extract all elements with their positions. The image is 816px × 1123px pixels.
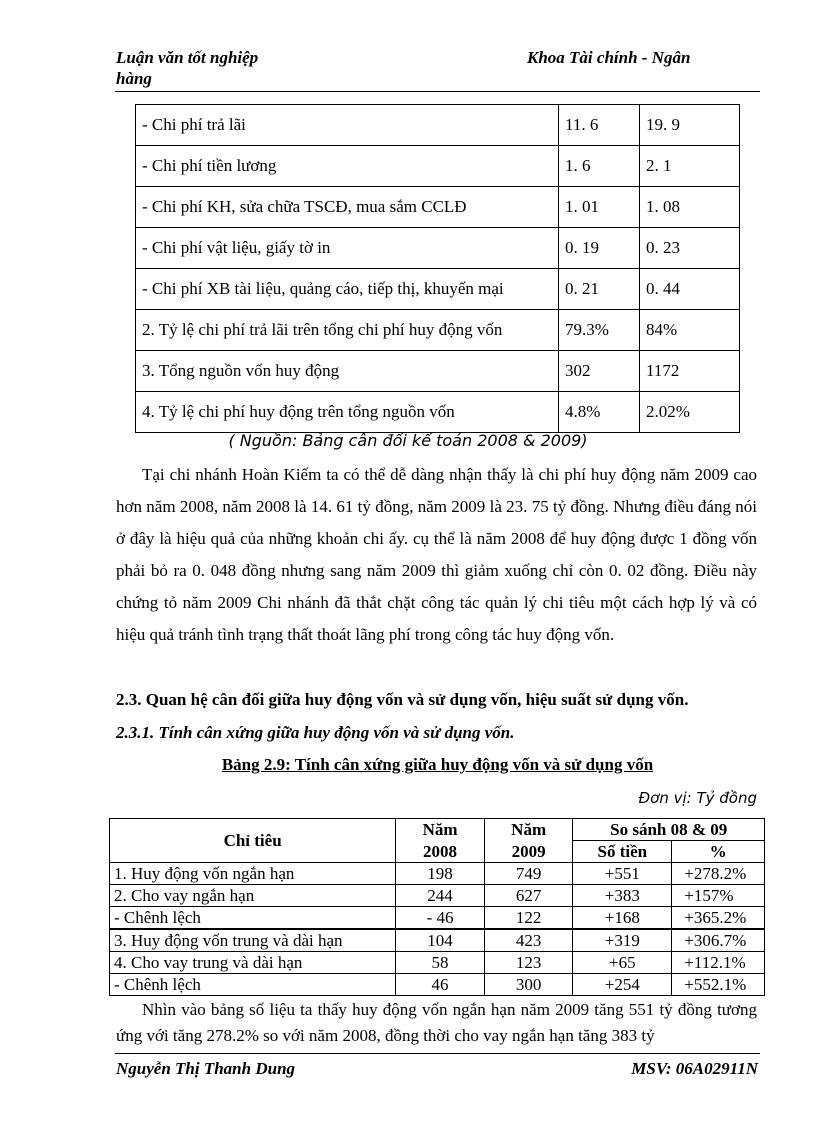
- header-left-line2: hàng: [116, 69, 152, 88]
- table1-row: [136, 351, 740, 392]
- table2-cell-2008: 46: [396, 974, 485, 996]
- th-percent: %: [672, 841, 765, 863]
- table2-cell-2008: 244: [396, 885, 485, 907]
- table1-cell-2008: 4.8%: [559, 392, 640, 433]
- table2-cell-label: 2. Cho vay ngắn hạn: [110, 885, 396, 907]
- table2-cell-2008: 104: [396, 929, 485, 952]
- table1-row: [136, 392, 740, 433]
- table1-cell-2009: 19. 9: [640, 105, 740, 146]
- table2-cell-amount: +383: [573, 885, 672, 907]
- table1-source: ( Nguồn: Bảng cân đối kế toán 2008 & 2009): [228, 431, 588, 450]
- table2-cell-percent: +112.1%: [672, 952, 765, 974]
- table2-cell-2009: 123: [484, 952, 573, 974]
- table2-cell-label: - Chênh lệch: [110, 907, 396, 930]
- table2-cell-2008: 58: [396, 952, 485, 974]
- table2-cell-percent: +157%: [672, 885, 765, 907]
- header-right: Khoa Tài chính - Ngân: [527, 48, 691, 67]
- table1-cell-2009: 84%: [640, 310, 740, 351]
- table2-cell-2009: 300: [484, 974, 573, 996]
- table1-row: [136, 105, 740, 146]
- table1-row: [136, 269, 740, 310]
- table2-cell-percent: +552.1%: [672, 974, 765, 996]
- table2-row: [110, 974, 765, 996]
- table2-cell-label: - Chênh lệch: [110, 974, 396, 996]
- table2-caption: Bảng 2.9: Tính cân xứng giữa huy động vốn và sử dụng vốn: [221, 755, 654, 774]
- header-rule: [115, 91, 760, 92]
- table1-cell-label: - Chi phí vật liệu, giấy tờ in: [136, 228, 559, 269]
- cost-table: [135, 104, 740, 433]
- table1-cell-2008: 1. 01: [559, 187, 640, 228]
- section-heading-2-3-1: 2.3.1. Tính cân xứng giữa huy động vốn và sử dụng vốn.: [116, 723, 515, 742]
- footer-student-id: MSV: 06A02911N: [631, 1059, 758, 1078]
- balance-table: [109, 818, 765, 996]
- th-2009-line2: 2009: [484, 841, 573, 863]
- table1-cell-label: 3. Tổng nguồn vốn huy động: [136, 351, 559, 392]
- table2-cell-percent: +365.2%: [672, 907, 765, 930]
- table2-cell-amount: +65: [573, 952, 672, 974]
- table2-cell-2009: 423: [484, 929, 573, 952]
- table2-row: [110, 885, 765, 907]
- table1-cell-2009: 1172: [640, 351, 740, 392]
- table2-cell-amount: +168: [573, 907, 672, 930]
- paragraph-cost-analysis: [116, 459, 757, 651]
- table1-cell-2009: 0. 23: [640, 228, 740, 269]
- section-heading-2-3: 2.3. Quan hệ cân đối giữa huy động vốn và sử dụng vốn, hiệu suất sử dụng vốn.: [116, 690, 689, 709]
- header-left: [116, 47, 258, 89]
- table1-cell-2009: 2. 1: [640, 146, 740, 187]
- table2-row: [110, 952, 765, 974]
- table1-cell-label: - Chi phí tiền lương: [136, 146, 559, 187]
- table1-cell-label: 4. Tỷ lệ chi phí huy động trên tổng nguồn vốn: [136, 392, 559, 433]
- table1-row: [136, 146, 740, 187]
- th-amount: Số tiền: [573, 841, 672, 863]
- table1-row: [136, 187, 740, 228]
- table2-cell-2009: 122: [484, 907, 573, 930]
- table2-row: [110, 863, 765, 885]
- table2-cell-label: 1. Huy động vốn ngắn hạn: [110, 863, 396, 885]
- table2-cell-amount: +319: [573, 929, 672, 952]
- th-2008-line2: 2008: [396, 841, 485, 863]
- paragraph-text: Tại chi nhánh Hoàn Kiếm ta có thể dễ dàng nhận thấy là chi phí huy động năm 2009 cao hơn năm 2008, năm 2008 là 14. 61 tỷ đồng, năm 2009 là 23. 75 tỷ đồng. Nhưng điều đáng nói ở đây là hiệu quả của những khoản chi ấy. cụ thể là năm 2008 để huy động được 1 đồng vốn phải bỏ ra 0. 048 đồng nhưng sang năm 2009 thì giảm xuống chỉ còn 0. 02 đồng. Điều này chứng tỏ năm 2009 Chi nhánh đã thắt chặt công tác quản lý chi tiêu một cách hợp lý và có hiệu quả tránh tình trạng thất thoát lãng phí trong công tác huy động vốn.: [116, 465, 757, 644]
- footer-rule: [115, 1053, 760, 1054]
- th-indicator: Chỉ tiêu: [110, 819, 396, 863]
- table1-row: [136, 310, 740, 351]
- th-compare: So sánh 08 & 09: [573, 819, 765, 841]
- table2-cell-percent: +306.7%: [672, 929, 765, 952]
- table1-cell-2008: 79.3%: [559, 310, 640, 351]
- table2-cell-2008: 198: [396, 863, 485, 885]
- table2-cell-2009: 749: [484, 863, 573, 885]
- table1-cell-label: - Chi phí XB tài liệu, quảng cáo, tiếp thị, khuyến mại: [136, 269, 559, 310]
- table1-cell-2009: 0. 44: [640, 269, 740, 310]
- table2-cell-amount: +254: [573, 974, 672, 996]
- table1-cell-label: - Chi phí KH, sửa chữa TSCĐ, mua sắm CCLĐ: [136, 187, 559, 228]
- table2-row: [110, 929, 765, 952]
- header-left-line1: Luận văn tốt nghiệp: [116, 48, 259, 67]
- table1-cell-2008: 1. 6: [559, 146, 640, 187]
- table1-cell-2008: 302: [559, 351, 640, 392]
- table2-cell-2009: 627: [484, 885, 573, 907]
- table1-row: [136, 228, 740, 269]
- th-2009-line1: Năm: [484, 819, 573, 841]
- table1-cell-2009: 2.02%: [640, 392, 740, 433]
- table1-cell-2008: 0. 21: [559, 269, 640, 310]
- table1-cell-2008: 0. 19: [559, 228, 640, 269]
- table1-cell-label: 2. Tỷ lệ chi phí trả lãi trên tổng chi phí huy động vốn: [136, 310, 559, 351]
- paragraph2-text: Nhìn vào bảng số liệu ta thấy huy động vốn ngắn hạn năm 2009 tăng 551 tỷ đồng tương ứng với tăng 278.2% so với năm 2008, đồng thời cho vay ngắn hạn tăng 383 tỷ: [116, 1000, 757, 1045]
- table1-cell-2008: 11. 6: [559, 105, 640, 146]
- table2-row: [110, 907, 765, 930]
- table2-cell-label: 4. Cho vay trung và dài hạn: [110, 952, 396, 974]
- th-2008-line1: Năm: [396, 819, 485, 841]
- table2-cell-amount: +551: [573, 863, 672, 885]
- table2-unit: Đơn vị: Tỷ đồng: [638, 789, 757, 807]
- table2-cell-label: 3. Huy động vốn trung và dài hạn: [110, 929, 396, 952]
- paragraph-short-term: [116, 997, 757, 1049]
- table1-cell-label: - Chi phí trả lãi: [136, 105, 559, 146]
- footer-author: Nguyễn Thị Thanh Dung: [116, 1059, 296, 1078]
- table1-cell-2009: 1. 08: [640, 187, 740, 228]
- table2-cell-2008: - 46: [396, 907, 485, 930]
- table2-cell-percent: +278.2%: [672, 863, 765, 885]
